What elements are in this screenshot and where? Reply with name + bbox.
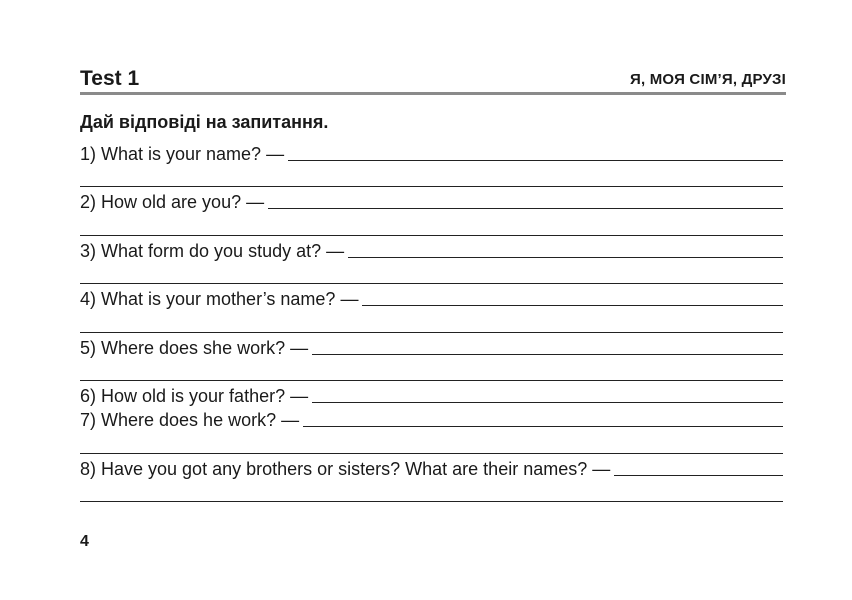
question-5 bbox=[80, 335, 783, 359]
page-number: 4 bbox=[80, 533, 89, 550]
page-header bbox=[80, 66, 786, 95]
answer-line[interactable] bbox=[303, 426, 783, 427]
question-3 bbox=[80, 238, 783, 262]
test-title: Test 1 bbox=[80, 67, 140, 90]
question-text: 6) How old is your father? — bbox=[80, 386, 309, 406]
answer-line[interactable] bbox=[312, 354, 783, 355]
question-6 bbox=[80, 383, 783, 407]
answer-line[interactable] bbox=[80, 186, 783, 187]
answer-line[interactable] bbox=[268, 208, 783, 209]
instruction: Дай відповіді на запитання. bbox=[80, 112, 329, 132]
answer-line[interactable] bbox=[614, 475, 783, 476]
question-text: 1) What is your name? — bbox=[80, 144, 285, 164]
answer-line[interactable] bbox=[80, 283, 783, 284]
answer-line[interactable] bbox=[348, 257, 783, 258]
answer-line[interactable] bbox=[80, 453, 783, 454]
question-text: 2) How old are you? — bbox=[80, 192, 265, 212]
question-7 bbox=[80, 407, 783, 431]
answer-line[interactable] bbox=[80, 380, 783, 381]
question-4 bbox=[80, 286, 783, 310]
question-text: 3) What form do you study at? — bbox=[80, 241, 345, 261]
question-text: 4) What is your mother’s name? — bbox=[80, 289, 359, 309]
answer-line[interactable] bbox=[80, 332, 783, 333]
question-text: 8) Have you got any brothers or sisters? What are their names? — bbox=[80, 459, 611, 479]
section-title: Я, МОЯ СІМ’Я, ДРУЗІ bbox=[630, 71, 786, 88]
question-1 bbox=[80, 141, 783, 165]
answer-line[interactable] bbox=[362, 305, 783, 306]
question-text: 7) Where does he work? — bbox=[80, 410, 300, 430]
answer-line[interactable] bbox=[80, 235, 783, 236]
answer-line[interactable] bbox=[288, 160, 783, 161]
answer-line[interactable] bbox=[312, 402, 783, 403]
question-2 bbox=[80, 189, 783, 213]
answer-line[interactable] bbox=[80, 501, 783, 502]
question-text: 5) Where does she work? — bbox=[80, 338, 309, 358]
question-8 bbox=[80, 456, 783, 480]
